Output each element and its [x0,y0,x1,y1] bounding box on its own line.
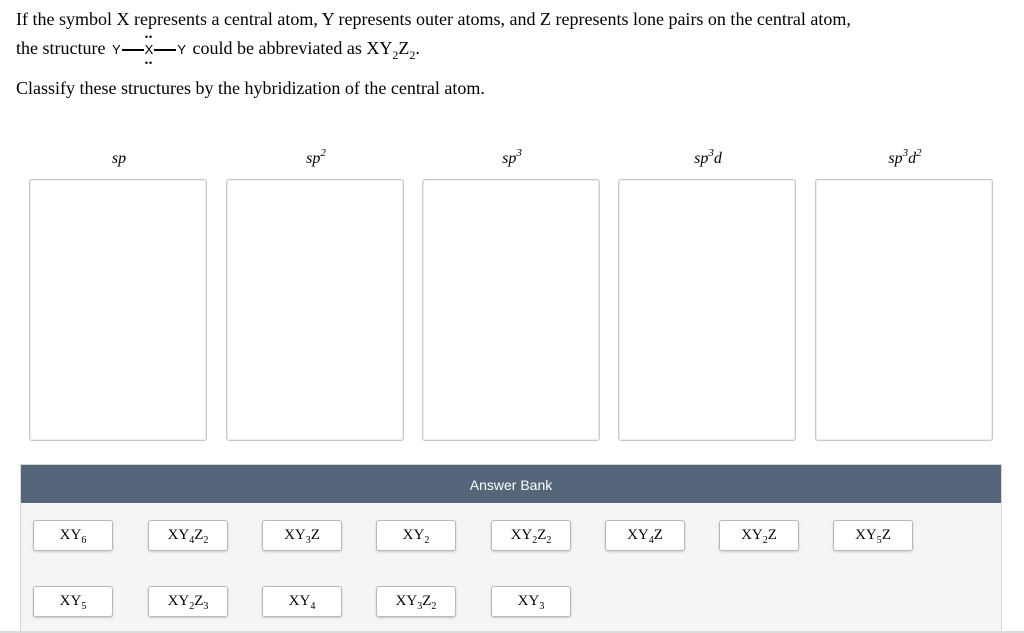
bin-label-sp3d2: $sp^3d^2$ [888,147,922,167]
drop-bin-sp3[interactable] [422,179,600,441]
bond-left [122,49,144,51]
central-atom-symbol: X [144,41,154,57]
outer-atom-left: Y [111,41,121,57]
drop-bin-sp3d2[interactable] [815,179,993,441]
answer-bank [20,464,1002,633]
drop-bin-sp3d[interactable] [618,179,796,441]
answer-chip[interactable]: $XY_2Z$ [719,520,799,551]
lone-pair-top: •• [144,31,154,42]
answer-chip[interactable]: $XY_2Z_3$ [148,586,228,617]
answer-chip[interactable]: $XY_3$ [491,586,571,617]
question-line-1: If the symbol X represents a central atom, Y represents outer atoms, and Z represents lone pairs on the central atom, [16,9,851,29]
answer-chip[interactable]: $XY_3Z_2$ [376,586,456,617]
bin-label-sp3d: $sp^3d$ [694,147,722,167]
answer-chip[interactable]: $XY_6$ [33,520,113,551]
outer-atom-right: Y [177,41,186,57]
structure-mid-text: could be abbreviated as [192,38,362,58]
molecule-diagram [111,31,186,68]
drop-bin-sp2[interactable] [226,179,404,441]
answer-chip[interactable]: $XY_4Z_2$ [148,520,228,551]
answer-chip[interactable]: $XY_5Z$ [833,520,913,551]
bond-right [154,49,176,51]
instruction-text: Classify these structures by the hybridization of the central atom. [16,78,485,98]
answer-chip[interactable]: $XY_5$ [33,586,113,617]
abbreviation: $XY_2Z_2$. [366,38,420,62]
answer-chip[interactable]: $XY_3Z$ [262,520,342,551]
structure-prefix: the structure [16,38,106,58]
bin-label-sp: sp [111,150,127,167]
answer-chip[interactable]: $XY_2Z_2$ [491,520,571,551]
bin-label-sp3: $sp^3$ [502,147,522,167]
answer-chip[interactable]: $XY_2$ [376,520,456,551]
question-line-2 [16,31,420,68]
lone-pair-bottom: •• [144,57,154,68]
answer-bank-title: Answer Bank [21,465,1001,503]
answer-chip[interactable]: $XY_4$ [262,586,342,617]
bin-label-sp2: $sp^2$ [306,147,326,167]
answer-chip[interactable]: $XY_4Z$ [605,520,685,551]
drop-bin-sp[interactable] [29,179,207,441]
central-atom [144,31,154,68]
